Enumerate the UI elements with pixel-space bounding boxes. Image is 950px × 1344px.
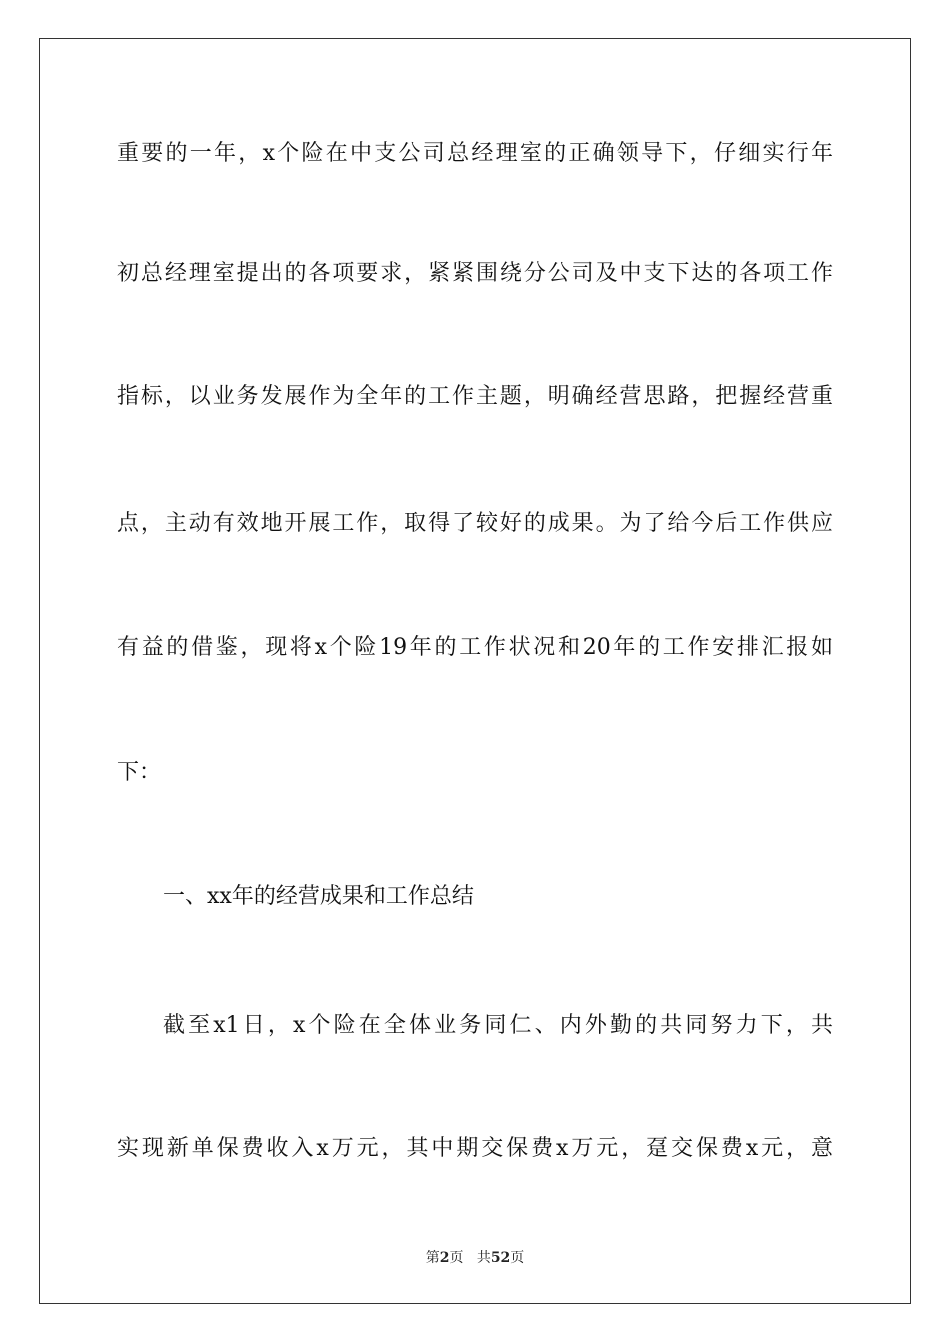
- footer-total-suffix: 页: [510, 1250, 525, 1266]
- body-line-2: 初总经理室提出的各项要求，紧紧围绕分公司及中支下达的各项工作: [117, 261, 833, 286]
- body-line-3: 指标，以业务发展作为全年的工作主题，明确经营思路，把握经营重: [117, 384, 833, 409]
- section-heading: 一、xx年的经营成果和工作总结: [163, 884, 474, 909]
- body-line-6: 下：: [117, 760, 162, 785]
- body-line-1: 重要的一年，x个险在中支公司总经理室的正确领导下，仔细实行年: [117, 141, 833, 166]
- page-frame: [39, 38, 911, 1304]
- body-line-9: 实现新单保费收入x万元，其中期交保费x万元，趸交保费x元，意: [117, 1136, 833, 1161]
- footer-page-suffix: 页: [449, 1250, 464, 1266]
- footer-page-prefix: 第: [425, 1250, 440, 1266]
- body-line-5: 有益的借鉴，现将x个险19年的工作状况和20年的工作安排汇报如: [117, 635, 833, 660]
- body-line-4: 点，主动有效地开展工作，取得了较好的成果。为了给今后工作供应: [117, 511, 833, 536]
- footer-total-prefix: 共: [476, 1250, 491, 1266]
- footer-total-pages: 52: [490, 1250, 511, 1266]
- page-footer: [0, 1248, 950, 1268]
- body-line-8: 截至x1日，x个险在全体业务同仁、内外勤的共同努力下，共: [163, 1013, 833, 1038]
- footer-page-number: 2: [439, 1250, 450, 1266]
